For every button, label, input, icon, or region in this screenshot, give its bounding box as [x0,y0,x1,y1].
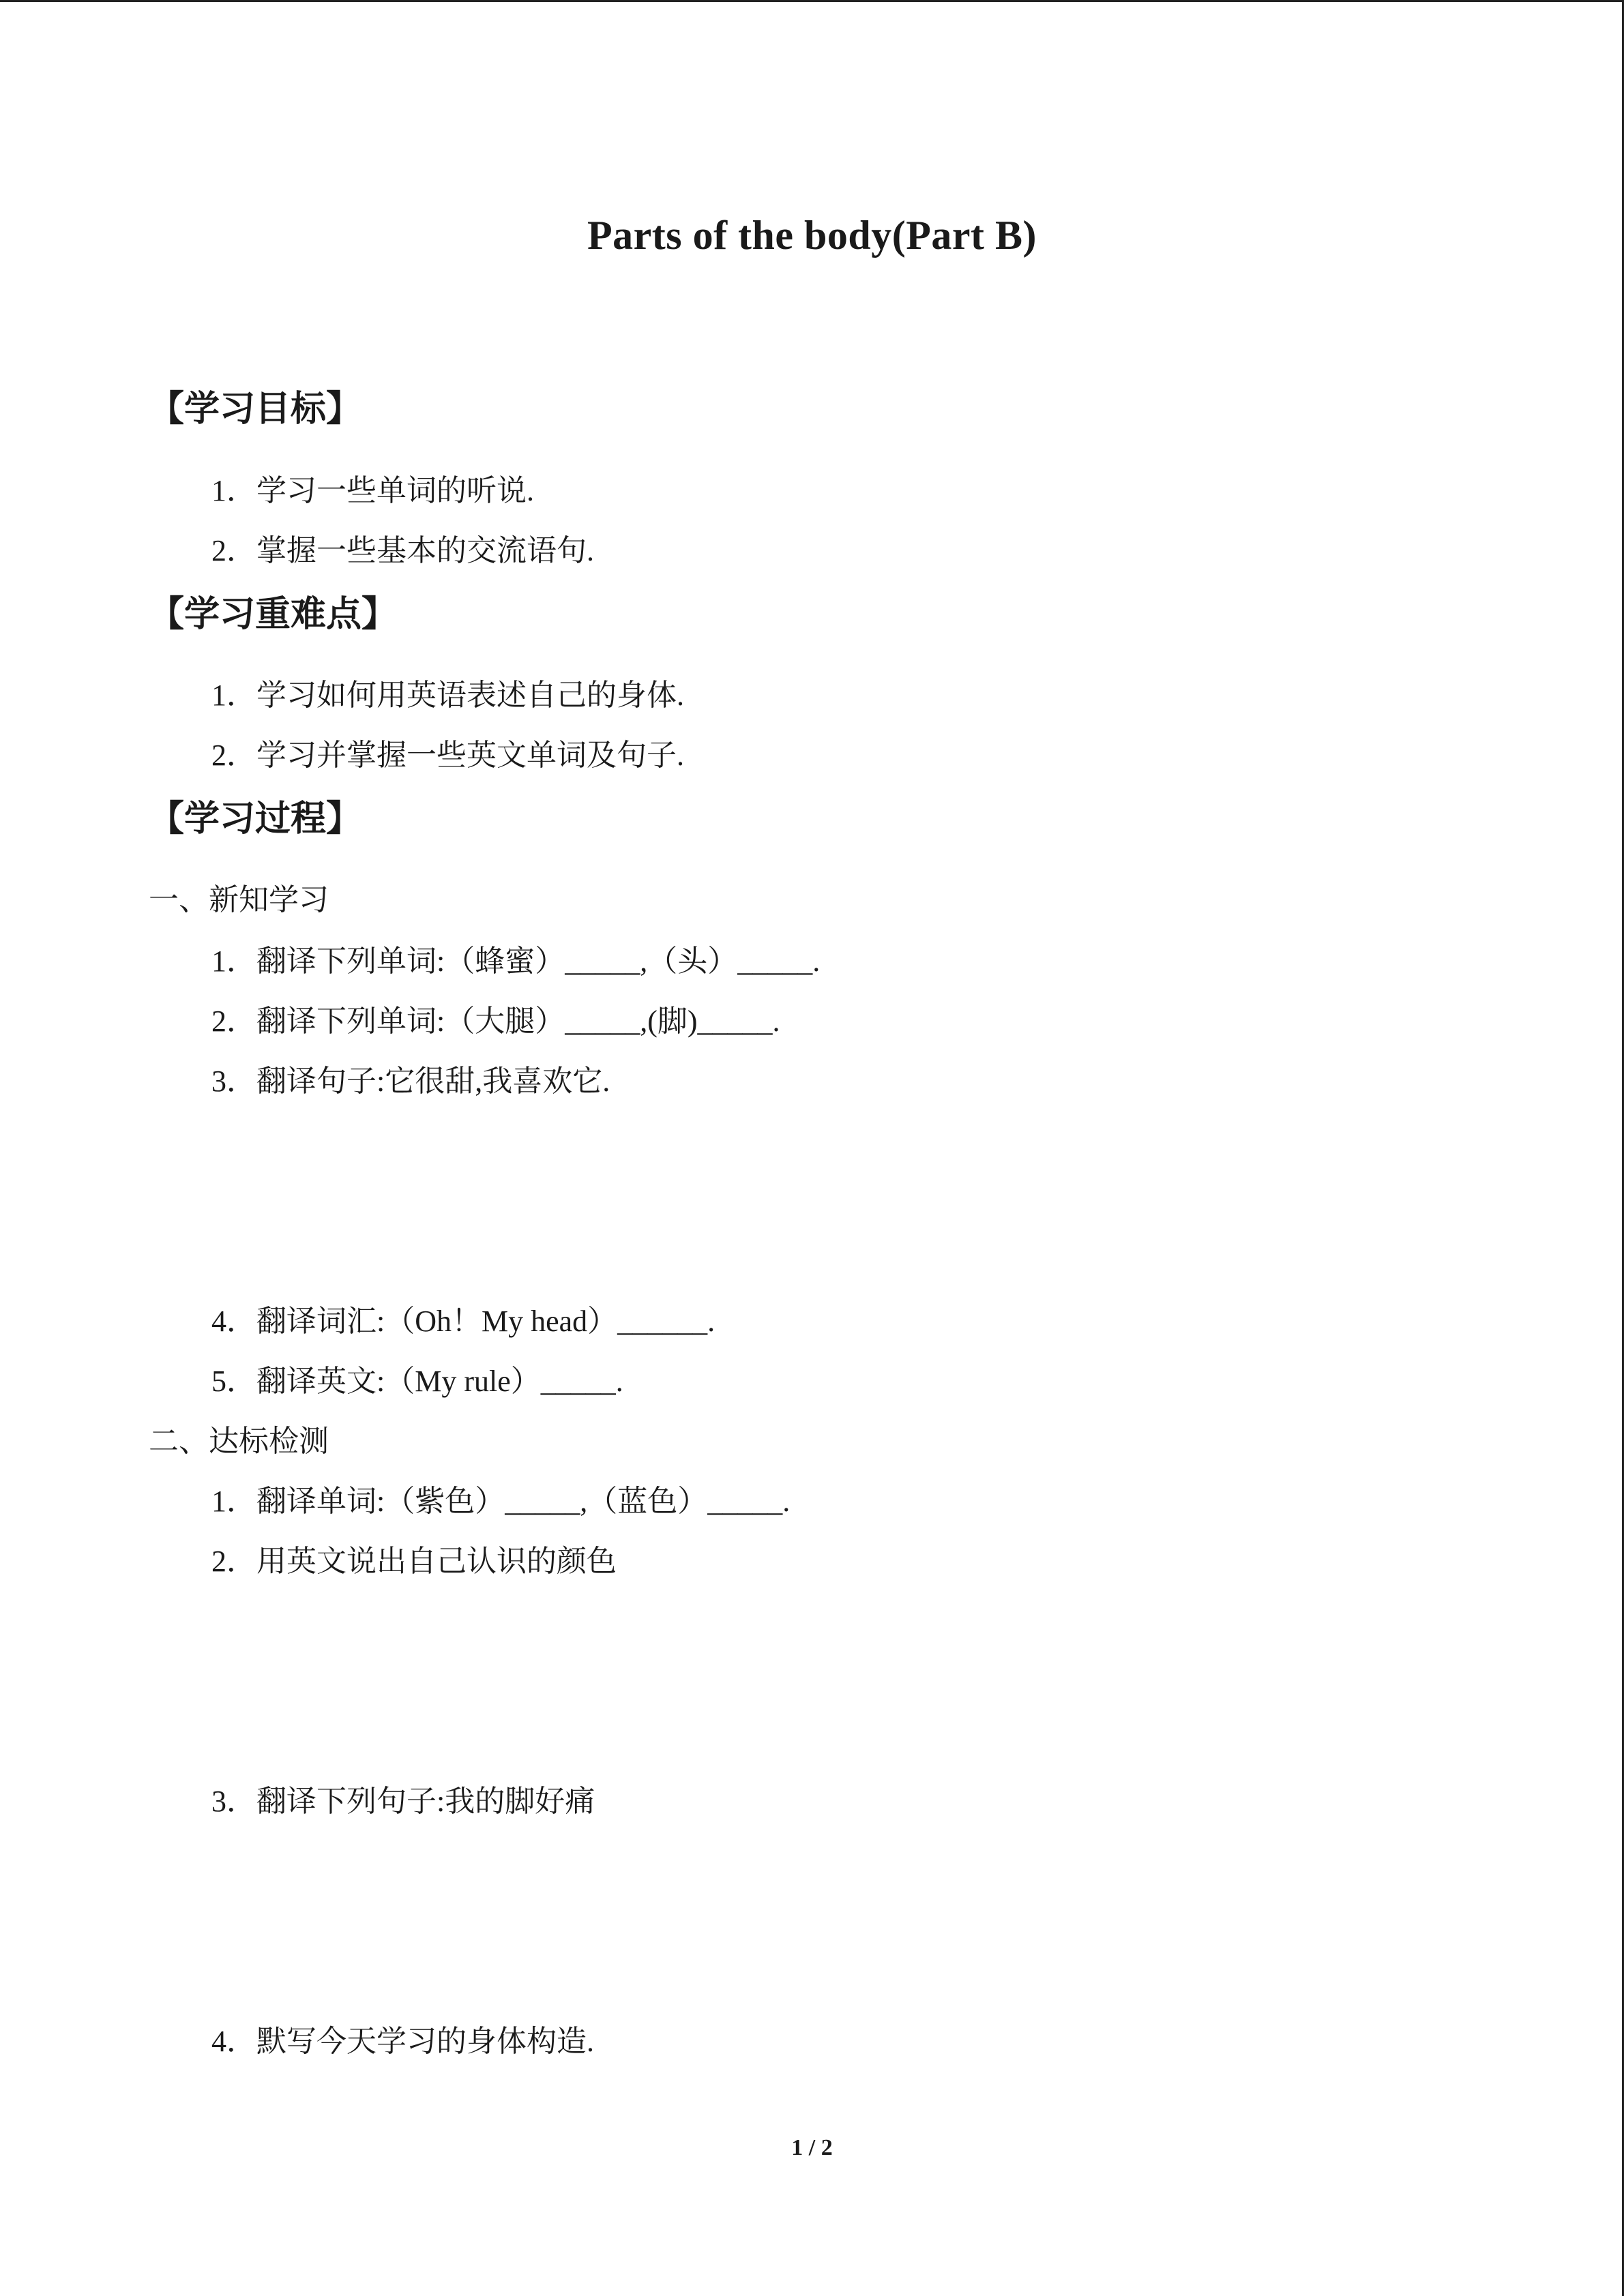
heading-learning-process: 【学习过程】 [149,799,362,839]
key-point-item-2: 2．学习并掌握一些英文单词及句子. [211,739,684,772]
exercise-item-3: 3．翻译句子:它很甜,我喜欢它. [211,1064,610,1098]
exercise-item-5: 5．翻译英文:（My rule）_____. [211,1365,623,1398]
test-item-2: 2．用英文说出自己认识的颜色 [211,1545,617,1578]
part-two-label: 二、达标检测 [149,1425,329,1458]
heading-key-points: 【学习重难点】 [149,594,398,635]
document-title: Parts of the body(Part B) [587,213,1037,258]
test-item-4: 4．默写今天学习的身体构造. [211,2025,594,2058]
exercise-item-2: 2．翻译下列单词:（大腿）_____,(脚)_____. [211,1004,780,1038]
test-item-3: 3．翻译下列句子:我的脚好痛 [211,1785,595,1818]
exercise-item-1: 1．翻译下列单词:（蜂蜜）_____,（头）_____. [211,944,821,978]
heading-learning-goals: 【学习目标】 [149,389,362,430]
goal-item-2: 2．掌握一些基本的交流语句. [211,534,594,567]
exercise-item-4: 4．翻译词汇:（Oh！My head）______. [211,1304,715,1338]
part-one-label: 一、新知学习 [149,883,329,916]
goal-item-1: 1．学习一些单词的听说. [211,474,534,507]
page-number: 1 / 2 [791,2135,833,2160]
key-point-item-1: 1．学习如何用英语表述自己的身体. [211,679,684,712]
test-item-1: 1．翻译单词:（紫色）_____,（蓝色）_____. [211,1485,791,1518]
